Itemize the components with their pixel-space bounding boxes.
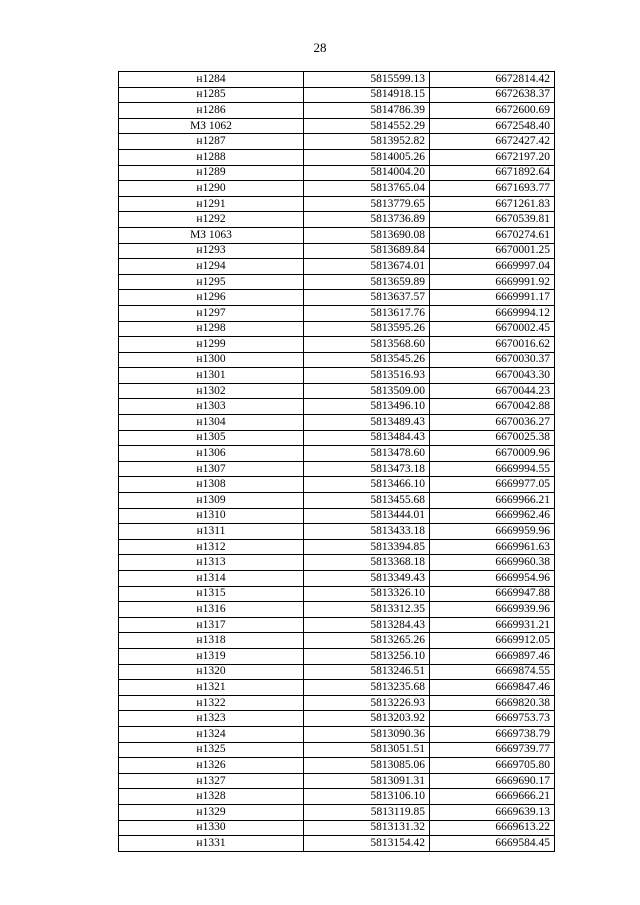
table-row bbox=[119, 383, 555, 399]
table-row bbox=[119, 820, 555, 836]
table-row bbox=[119, 461, 555, 477]
x-coordinate-cell: 5813106.10 bbox=[304, 789, 430, 805]
x-coordinate-cell: 5813246.51 bbox=[304, 664, 430, 680]
point-name-cell: н1300 bbox=[119, 352, 304, 368]
point-name-cell: н1293 bbox=[119, 243, 304, 259]
table-row bbox=[119, 290, 555, 306]
point-name-cell: н1319 bbox=[119, 648, 304, 664]
y-coordinate-cell: 6672600.69 bbox=[430, 103, 555, 119]
table-row bbox=[119, 804, 555, 820]
y-coordinate-cell: 6669966.21 bbox=[430, 493, 555, 509]
y-coordinate-cell: 6672548.40 bbox=[430, 118, 555, 134]
x-coordinate-cell: 5813265.26 bbox=[304, 633, 430, 649]
table-row bbox=[119, 134, 555, 150]
y-coordinate-cell: 6669939.96 bbox=[430, 602, 555, 618]
x-coordinate-cell: 5813312.35 bbox=[304, 602, 430, 618]
point-name-cell: н1292 bbox=[119, 212, 304, 228]
x-coordinate-cell: 5815599.13 bbox=[304, 72, 430, 88]
y-coordinate-cell: 6671693.77 bbox=[430, 181, 555, 197]
table-row bbox=[119, 508, 555, 524]
y-coordinate-cell: 6669997.04 bbox=[430, 259, 555, 275]
table-row bbox=[119, 602, 555, 618]
point-name-cell: н1291 bbox=[119, 196, 304, 212]
point-name-cell: н1287 bbox=[119, 134, 304, 150]
point-name-cell: н1315 bbox=[119, 586, 304, 602]
y-coordinate-cell: 6669739.77 bbox=[430, 742, 555, 758]
point-name-cell: н1294 bbox=[119, 259, 304, 275]
x-coordinate-cell: 5813154.42 bbox=[304, 836, 430, 852]
table-row bbox=[119, 274, 555, 290]
table-row bbox=[119, 430, 555, 446]
y-coordinate-cell: 6670539.81 bbox=[430, 212, 555, 228]
y-coordinate-cell: 6670044.23 bbox=[430, 383, 555, 399]
point-name-cell: н1301 bbox=[119, 368, 304, 384]
x-coordinate-cell: 5813444.01 bbox=[304, 508, 430, 524]
y-coordinate-cell: 6670042.88 bbox=[430, 399, 555, 415]
y-coordinate-cell: 6669847.46 bbox=[430, 680, 555, 696]
x-coordinate-cell: 5813091.31 bbox=[304, 773, 430, 789]
x-coordinate-cell: 5813119.85 bbox=[304, 804, 430, 820]
point-name-cell: н1312 bbox=[119, 539, 304, 555]
y-coordinate-cell: 6669613.22 bbox=[430, 820, 555, 836]
table-row bbox=[119, 633, 555, 649]
x-coordinate-cell: 5813368.18 bbox=[304, 555, 430, 571]
point-name-cell: н1325 bbox=[119, 742, 304, 758]
point-name-cell: н1310 bbox=[119, 508, 304, 524]
y-coordinate-cell: 6669954.96 bbox=[430, 571, 555, 587]
y-coordinate-cell: 6671892.64 bbox=[430, 165, 555, 181]
x-coordinate-cell: 5813256.10 bbox=[304, 648, 430, 664]
point-name-cell: н1314 bbox=[119, 571, 304, 587]
table-row bbox=[119, 305, 555, 321]
y-coordinate-cell: 6669753.73 bbox=[430, 711, 555, 727]
point-name-cell: н1330 bbox=[119, 820, 304, 836]
point-name-cell: н1296 bbox=[119, 290, 304, 306]
table-row bbox=[119, 227, 555, 243]
point-name-cell: н1316 bbox=[119, 602, 304, 618]
x-coordinate-cell: 5813203.92 bbox=[304, 711, 430, 727]
table-row bbox=[119, 695, 555, 711]
y-coordinate-cell: 6670036.27 bbox=[430, 415, 555, 431]
y-coordinate-cell: 6669820.38 bbox=[430, 695, 555, 711]
point-name-cell: н1309 bbox=[119, 493, 304, 509]
x-coordinate-cell: 5813617.76 bbox=[304, 305, 430, 321]
x-coordinate-cell: 5813473.18 bbox=[304, 461, 430, 477]
table-row bbox=[119, 259, 555, 275]
point-name-cell: н1329 bbox=[119, 804, 304, 820]
table-row bbox=[119, 836, 555, 852]
point-name-cell: н1307 bbox=[119, 461, 304, 477]
table-row bbox=[119, 87, 555, 103]
y-coordinate-cell: 6670030.37 bbox=[430, 352, 555, 368]
x-coordinate-cell: 5813595.26 bbox=[304, 321, 430, 337]
point-name-cell: н1303 bbox=[119, 399, 304, 415]
point-name-cell: н1306 bbox=[119, 446, 304, 462]
point-name-cell: н1308 bbox=[119, 477, 304, 493]
x-coordinate-cell: 5813349.43 bbox=[304, 571, 430, 587]
point-name-cell: н1327 bbox=[119, 773, 304, 789]
table-row bbox=[119, 415, 555, 431]
x-coordinate-cell: 5814004.20 bbox=[304, 165, 430, 181]
y-coordinate-cell: 6669994.55 bbox=[430, 461, 555, 477]
y-coordinate-cell: 6670274.61 bbox=[430, 227, 555, 243]
x-coordinate-cell: 5813455.68 bbox=[304, 493, 430, 509]
point-name-cell: н1298 bbox=[119, 321, 304, 337]
y-coordinate-cell: 6669666.21 bbox=[430, 789, 555, 805]
point-name-cell: МЗ 1063 bbox=[119, 227, 304, 243]
table-row bbox=[119, 586, 555, 602]
y-coordinate-cell: 6672197.20 bbox=[430, 149, 555, 165]
point-name-cell: н1320 bbox=[119, 664, 304, 680]
x-coordinate-cell: 5813433.18 bbox=[304, 524, 430, 540]
point-name-cell: н1321 bbox=[119, 680, 304, 696]
x-coordinate-cell: 5813496.10 bbox=[304, 399, 430, 415]
x-coordinate-cell: 5813674.01 bbox=[304, 259, 430, 275]
y-coordinate-cell: 6669991.92 bbox=[430, 274, 555, 290]
table-row bbox=[119, 617, 555, 633]
table-row bbox=[119, 726, 555, 742]
point-name-cell: н1322 bbox=[119, 695, 304, 711]
table-row bbox=[119, 742, 555, 758]
x-coordinate-cell: 5813466.10 bbox=[304, 477, 430, 493]
point-name-cell: н1305 bbox=[119, 430, 304, 446]
point-name-cell: н1331 bbox=[119, 836, 304, 852]
x-coordinate-cell: 5813568.60 bbox=[304, 337, 430, 353]
table-row bbox=[119, 555, 555, 571]
x-coordinate-cell: 5813765.04 bbox=[304, 181, 430, 197]
x-coordinate-cell: 5813394.85 bbox=[304, 539, 430, 555]
table-row bbox=[119, 165, 555, 181]
table-row bbox=[119, 181, 555, 197]
table-row bbox=[119, 571, 555, 587]
point-name-cell: н1323 bbox=[119, 711, 304, 727]
y-coordinate-cell: 6669947.88 bbox=[430, 586, 555, 602]
x-coordinate-cell: 5813509.00 bbox=[304, 383, 430, 399]
x-coordinate-cell: 5813284.43 bbox=[304, 617, 430, 633]
point-name-cell: н1313 bbox=[119, 555, 304, 571]
y-coordinate-cell: 6669931.21 bbox=[430, 617, 555, 633]
point-name-cell: н1311 bbox=[119, 524, 304, 540]
table-row bbox=[119, 337, 555, 353]
table-row bbox=[119, 243, 555, 259]
y-coordinate-cell: 6670001.25 bbox=[430, 243, 555, 259]
y-coordinate-cell: 6669960.38 bbox=[430, 555, 555, 571]
point-name-cell: МЗ 1062 bbox=[119, 118, 304, 134]
y-coordinate-cell: 6669994.12 bbox=[430, 305, 555, 321]
point-name-cell: н1302 bbox=[119, 383, 304, 399]
x-coordinate-cell: 5813478.60 bbox=[304, 446, 430, 462]
y-coordinate-cell: 6669738.79 bbox=[430, 726, 555, 742]
x-coordinate-cell: 5814005.26 bbox=[304, 149, 430, 165]
table-row bbox=[119, 758, 555, 774]
point-name-cell: н1288 bbox=[119, 149, 304, 165]
point-name-cell: н1297 bbox=[119, 305, 304, 321]
page-number: 28 bbox=[313, 40, 327, 55]
table-row bbox=[119, 72, 555, 88]
y-coordinate-cell: 6670016.62 bbox=[430, 337, 555, 353]
x-coordinate-cell: 5813326.10 bbox=[304, 586, 430, 602]
x-coordinate-cell: 5814918.15 bbox=[304, 87, 430, 103]
coordinates-table bbox=[118, 71, 555, 852]
table-row bbox=[119, 196, 555, 212]
y-coordinate-cell: 6669705.80 bbox=[430, 758, 555, 774]
y-coordinate-cell: 6669962.46 bbox=[430, 508, 555, 524]
y-coordinate-cell: 6669959.96 bbox=[430, 524, 555, 540]
point-name-cell: н1326 bbox=[119, 758, 304, 774]
table-row bbox=[119, 118, 555, 134]
point-name-cell: н1284 bbox=[119, 72, 304, 88]
y-coordinate-cell: 6669897.46 bbox=[430, 648, 555, 664]
y-coordinate-cell: 6672814.42 bbox=[430, 72, 555, 88]
table-row bbox=[119, 368, 555, 384]
y-coordinate-cell: 6669874.55 bbox=[430, 664, 555, 680]
y-coordinate-cell: 6670002.45 bbox=[430, 321, 555, 337]
table-row bbox=[119, 477, 555, 493]
x-coordinate-cell: 5813779.65 bbox=[304, 196, 430, 212]
y-coordinate-cell: 6669584.45 bbox=[430, 836, 555, 852]
table-row bbox=[119, 524, 555, 540]
x-coordinate-cell: 5813131.32 bbox=[304, 820, 430, 836]
y-coordinate-cell: 6669961.63 bbox=[430, 539, 555, 555]
x-coordinate-cell: 5813516.93 bbox=[304, 368, 430, 384]
point-name-cell: н1299 bbox=[119, 337, 304, 353]
x-coordinate-cell: 5814552.29 bbox=[304, 118, 430, 134]
x-coordinate-cell: 5813235.68 bbox=[304, 680, 430, 696]
y-coordinate-cell: 6670009.96 bbox=[430, 446, 555, 462]
table-row bbox=[119, 103, 555, 119]
point-name-cell: н1324 bbox=[119, 726, 304, 742]
x-coordinate-cell: 5813484.43 bbox=[304, 430, 430, 446]
y-coordinate-cell: 6670025.38 bbox=[430, 430, 555, 446]
table-row bbox=[119, 680, 555, 696]
table-row bbox=[119, 399, 555, 415]
table-row bbox=[119, 352, 555, 368]
y-coordinate-cell: 6669639.13 bbox=[430, 804, 555, 820]
table-row bbox=[119, 321, 555, 337]
point-name-cell: н1328 bbox=[119, 789, 304, 805]
point-name-cell: н1286 bbox=[119, 103, 304, 119]
x-coordinate-cell: 5813736.89 bbox=[304, 212, 430, 228]
table-row bbox=[119, 789, 555, 805]
point-name-cell: н1290 bbox=[119, 181, 304, 197]
coordinates-table-body bbox=[119, 72, 555, 852]
x-coordinate-cell: 5813659.89 bbox=[304, 274, 430, 290]
x-coordinate-cell: 5813489.43 bbox=[304, 415, 430, 431]
table-row bbox=[119, 539, 555, 555]
table-row bbox=[119, 149, 555, 165]
point-name-cell: н1318 bbox=[119, 633, 304, 649]
x-coordinate-cell: 5813690.08 bbox=[304, 227, 430, 243]
table-row bbox=[119, 664, 555, 680]
table-row bbox=[119, 493, 555, 509]
y-coordinate-cell: 6671261.83 bbox=[430, 196, 555, 212]
y-coordinate-cell: 6670043.30 bbox=[430, 368, 555, 384]
point-name-cell: н1285 bbox=[119, 87, 304, 103]
x-coordinate-cell: 5813051.51 bbox=[304, 742, 430, 758]
y-coordinate-cell: 6669912.05 bbox=[430, 633, 555, 649]
x-coordinate-cell: 5813952.82 bbox=[304, 134, 430, 150]
x-coordinate-cell: 5813689.84 bbox=[304, 243, 430, 259]
table-row bbox=[119, 773, 555, 789]
table-row bbox=[119, 648, 555, 664]
x-coordinate-cell: 5813090.36 bbox=[304, 726, 430, 742]
y-coordinate-cell: 6669991.17 bbox=[430, 290, 555, 306]
point-name-cell: н1317 bbox=[119, 617, 304, 633]
table-row bbox=[119, 446, 555, 462]
y-coordinate-cell: 6672638.37 bbox=[430, 87, 555, 103]
point-name-cell: н1289 bbox=[119, 165, 304, 181]
x-coordinate-cell: 5813226.93 bbox=[304, 695, 430, 711]
x-coordinate-cell: 5813637.57 bbox=[304, 290, 430, 306]
x-coordinate-cell: 5813545.26 bbox=[304, 352, 430, 368]
table-row bbox=[119, 711, 555, 727]
table-row bbox=[119, 212, 555, 228]
y-coordinate-cell: 6669690.17 bbox=[430, 773, 555, 789]
point-name-cell: н1304 bbox=[119, 415, 304, 431]
x-coordinate-cell: 5814786.39 bbox=[304, 103, 430, 119]
y-coordinate-cell: 6672427.42 bbox=[430, 134, 555, 150]
point-name-cell: н1295 bbox=[119, 274, 304, 290]
x-coordinate-cell: 5813085.06 bbox=[304, 758, 430, 774]
y-coordinate-cell: 6669977.05 bbox=[430, 477, 555, 493]
